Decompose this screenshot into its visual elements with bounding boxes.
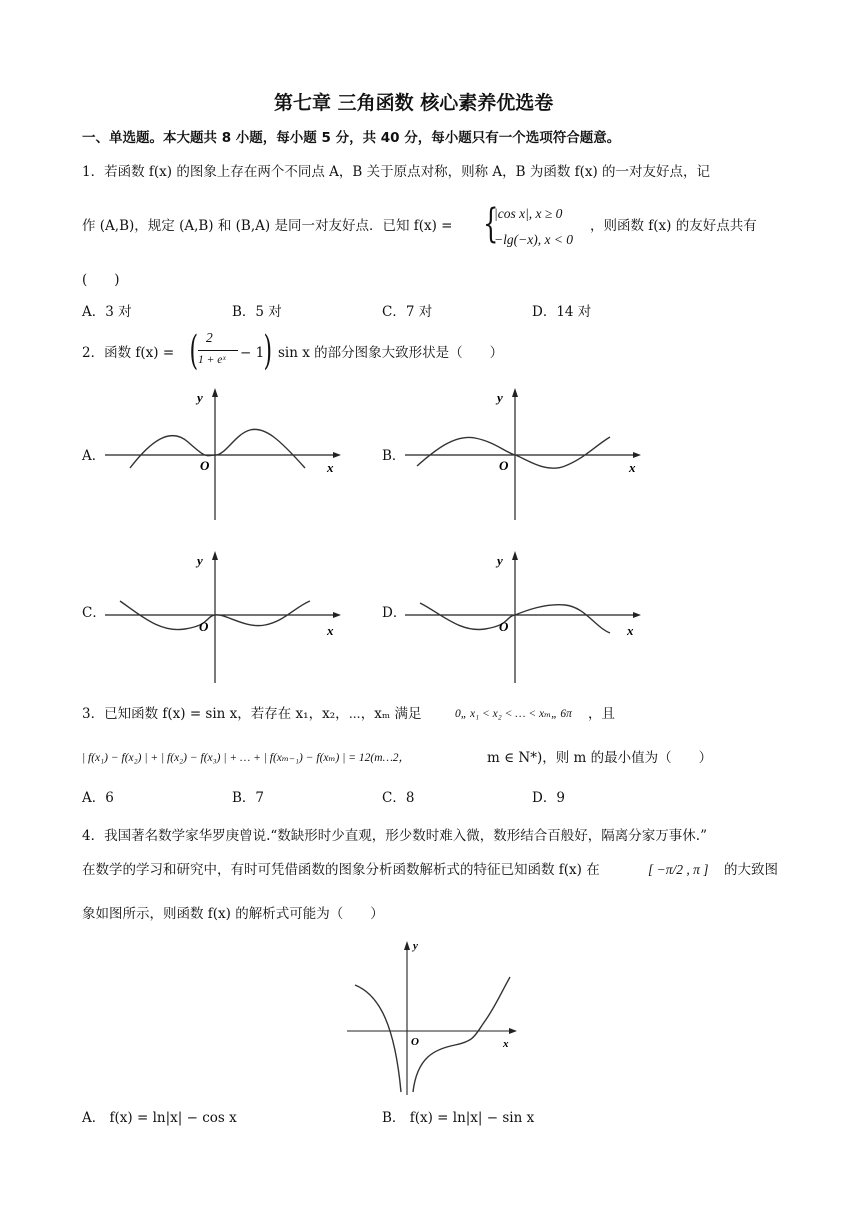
q2-graph-b-origin: O [499, 458, 509, 473]
q3-option-b[interactable]: B．7 [232, 790, 265, 806]
q1-option-b[interactable]: B．5 对 [232, 304, 282, 320]
q4-graph-y-label: y [413, 940, 418, 952]
q4-line3: 象如图所示，则函数 f(x) 的解析式可能为（ ） [82, 906, 384, 922]
q4-line2b: 的大致图 [724, 862, 778, 878]
q2-frac-num: 2 [206, 330, 213, 345]
q2-option-c-label[interactable]: C． [82, 605, 106, 621]
q1-line2a: 作 (A,B)，规定 (A,B) 和 (B,A) 是同一对友好点．已知 f(x) = [82, 218, 453, 234]
q2-graph-b[interactable] [405, 382, 645, 522]
q1-answer-paren: ( ) [82, 272, 120, 288]
q1-case1: |cos x|, x ≥ 0 [494, 206, 563, 221]
q4-graph-x-label: x [503, 1038, 509, 1050]
q2-option-d-label[interactable]: D． [382, 605, 407, 621]
q3-option-a[interactable]: A．6 [82, 790, 114, 806]
q3-option-c[interactable]: C．8 [382, 790, 415, 806]
q4-line2a: 在数学的学习和研究中，有时可凭借函数的图象分析函数解析式的特征已知函数 f(x) 在 [82, 862, 600, 878]
q1-option-a[interactable]: A．3 对 [82, 304, 132, 320]
q3-line2b: m ∈ N*)，则 m 的最小值为（ ） [487, 750, 713, 766]
q4-graph [345, 937, 525, 1097]
q2-graph-d-y-label: y [497, 553, 503, 568]
q1-line2b: ，则函数 f(x) 的友好点共有 [590, 218, 757, 234]
q2-option-a-label[interactable]: A． [82, 448, 106, 464]
q2-stem-c: sin x 的部分图象大致形状是（ ） [278, 345, 504, 361]
q2-stem-b: − 1 [240, 345, 265, 361]
q2-stem-a: 2．函数 f(x) = [82, 345, 175, 361]
section-heading: 一、单选题。本大题共 8 小题，每小题 5 分，共 40 分，每小题只有一个选项符合题意。 [82, 130, 621, 146]
q2-paren-right: ) [263, 328, 273, 374]
q1-piecewise-brace: { [483, 201, 499, 247]
q1-option-c[interactable]: C．7 对 [382, 304, 433, 320]
q3-option-d[interactable]: D．9 [532, 790, 565, 806]
q4-option-b[interactable]: B． f(x) = ln|x| − sin x [382, 1110, 535, 1126]
q2-option-b-label[interactable]: B． [382, 448, 406, 464]
q3-line2a: | f(x₁) − f(x₂) | + | f(x₂) − f(x₃) | + … + | f(xₘ₋₁) − f(xₘ) | = 12(m…2， [82, 752, 411, 764]
q2-graph-c-origin: O [199, 619, 209, 634]
q1-line1: 1．若函数 f(x) 的图象上存在两个不同点 A，B 关于原点对称，则称 A，B 为函数 f(x) 的一对友好点，记 [82, 164, 711, 180]
q4-option-a[interactable]: A． f(x) = ln|x| − cos x [82, 1110, 237, 1126]
q2-graph-d-origin: O [499, 619, 509, 634]
q2-graph-d-x-label: x [627, 623, 634, 638]
q2-graph-d[interactable] [405, 545, 645, 685]
q2-graph-c-x-label: x [327, 623, 334, 638]
q4-line1: 4．我国著名数学家华罗庚曾说.“数缺形时少直观，形少数时难入微，数形结合百般好，隔离分家万事休.” [82, 828, 707, 844]
q2-frac-den: 1 + eˣ [198, 354, 226, 366]
q4-graph-origin: O [411, 1036, 419, 1048]
q2-graph-a-x-label: x [327, 460, 334, 475]
q2-graph-c-y-label: y [197, 553, 203, 568]
q2-graph-b-y-label: y [497, 390, 503, 405]
q2-graph-c[interactable] [105, 545, 345, 685]
q1-option-d[interactable]: D．14 对 [532, 304, 592, 320]
q2-frac-bar [198, 350, 238, 351]
q3-line1b: 0„ x₁ < x₂ < … < xₘ„ 6π [455, 708, 572, 720]
q2-paren-left: ( [189, 328, 199, 374]
q4-interval: [ −π/2 , π ] [648, 862, 709, 877]
q2-graph-a-origin: O [200, 458, 210, 473]
q3-line1c: ，且 [588, 706, 615, 722]
q2-graph-a-y-label: y [197, 390, 203, 405]
q2-graph-a[interactable] [105, 382, 345, 522]
q3-line1a: 3．已知函数 f(x) = sin x，若存在 x₁，x₂，⋯，xₘ 满足 [82, 706, 422, 722]
q1-case2: −lg(−x), x < 0 [494, 232, 574, 247]
q2-graph-b-x-label: x [629, 460, 636, 475]
page-title: 第七章 三角函数 核心素养优选卷 [274, 92, 554, 114]
